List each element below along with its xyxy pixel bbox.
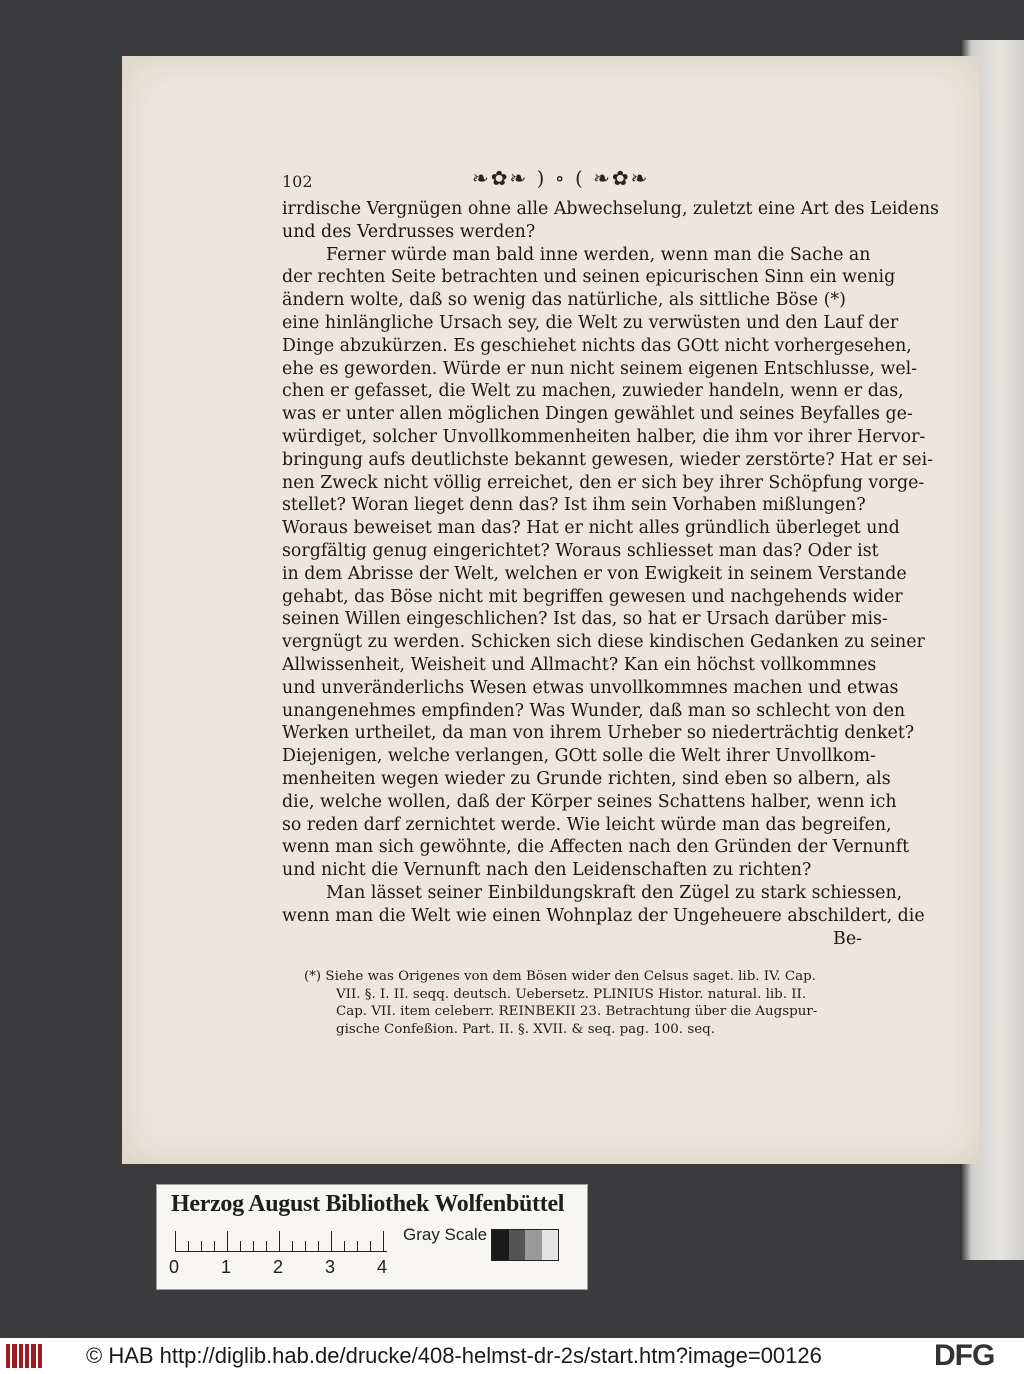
page-content: [282, 160, 982, 950]
dfg-logo: DFG: [934, 1339, 995, 1372]
text-line: ändern wolte, daß so wenig das natürliche, als sittliche Böse (*): [282, 290, 846, 311]
text-line: Dinge abzukürzen. Es geschiehet nichts das GOtt nicht vorhergesehen,: [282, 335, 912, 356]
ruler-numbers: [167, 1257, 407, 1281]
text-line: Man lässet seiner Einbildungskraft den Zügel zu stark schiessen,: [326, 882, 903, 903]
ruler-tick: [227, 1231, 228, 1251]
library-name: Herzog August Bibliothek Wolfenbüttel: [171, 1191, 565, 1217]
body-text: [282, 198, 939, 928]
catchword: Be-: [833, 928, 862, 949]
footnote-line: Cap. VII. item celeberr. REINBEKII 23. Betrachtung über die Augspur-: [336, 1004, 818, 1019]
text-line: Ferner würde man bald inne werden, wenn man die Sache an: [326, 244, 871, 265]
ruler-tick: [266, 1241, 267, 1251]
text-line: in dem Abrisse der Welt, welchen er von Ewigkeit in seinem Verstande: [282, 563, 907, 584]
text-line: stellet? Woran lieget denn das? Ist ihm sein Vorhaben mißlungen?: [282, 495, 866, 516]
ruler-tick: [253, 1241, 254, 1251]
ruler-number: 2: [273, 1257, 284, 1277]
text-line: Allwissenheit, Weisheit und Allmacht? Kan ein höchst vollkommnes: [282, 654, 877, 675]
header-ornament: ❧✿❧ ) ∘ ( ❧✿❧: [472, 166, 650, 190]
text-line: wenn man die Welt wie einen Wohnplaz der Ungeheuere abschildert, die: [282, 905, 925, 926]
footnote-line: VII. §. I. II. seqq. deutsch. Uebersetz. PLINIUS Histor. natural. lib. II.: [336, 986, 807, 1002]
text-line: unangenehmes empfinden? Was Wunder, daß man so schlecht von den: [282, 700, 906, 721]
text-line: und unveränderlichs Wesen etwas unvollkommnes machen und etwas: [282, 677, 899, 698]
text-line: seinen Willen eingeschlichen? Ist das, so hat er Ursach darüber mis-: [282, 609, 888, 630]
page-number: 102: [282, 172, 313, 191]
footer-bar: [0, 1338, 1024, 1374]
ruler-tick: [357, 1241, 358, 1251]
gray-scale-swatches: [491, 1229, 559, 1261]
footnote-line: (*) Siehe was Origenes von dem Bösen wider den Celsus saget. lib. IV. Cap.: [304, 969, 816, 984]
ruler-tick: [188, 1241, 189, 1251]
text-line: gehabt, das Böse nicht mit begriffen gewesen und nachgehends wider: [282, 586, 903, 607]
ruler-tick: [383, 1231, 384, 1251]
text-line: bringung aufs deutlichste bekannt gewesen, wieder zerstörte? Hat er sei-: [282, 449, 934, 470]
copyright-url[interactable]: © HAB http://diglib.hab.de/drucke/408-helmst-dr-2s/start.htm?image=00126: [86, 1343, 822, 1368]
text-line: wenn man sich gewöhnte, die Affecten nach den Gründen der Vernunft: [282, 837, 910, 858]
ruler-tick: [344, 1241, 345, 1251]
text-line: und nicht die Vernunft nach den Leidenschaften zu richten?: [282, 860, 812, 881]
ruler-tick: [331, 1231, 332, 1251]
ruler-tick: [201, 1241, 202, 1251]
gray-swatch: [492, 1230, 509, 1260]
text-line: eine hinlängliche Ursach sey, die Welt zu verwüsten und den Lauf der: [282, 312, 899, 333]
text-line: Werken urtheilet, da man von ihrem Urheber so niederträchtig denket?: [282, 723, 915, 744]
ruler-tick: [214, 1241, 215, 1251]
text-line: Diejenigen, welche verlangen, GOtt solle die Welt ihrer Unvollkom-: [282, 746, 876, 767]
text-line: würdiget, solcher Unvollkommenheiten halber, die ihm vor ihrer Hervor-: [282, 426, 926, 447]
text-line: nen Zweck nicht völlig erreichet, den er sich bey ihrer Schöpfung vorge-: [282, 472, 925, 493]
gray-swatch: [525, 1230, 542, 1260]
text-line: vergnügt zu werden. Schicken sich diese kindischen Gedanken zu seiner: [282, 632, 925, 653]
ruler-tick: [279, 1231, 280, 1251]
text-line: irrdische Vergnügen ohne alle Abwechselung, zuletzt eine Art des Leidens: [282, 199, 939, 219]
footnote: [304, 968, 864, 1038]
book-page: [122, 56, 980, 1164]
ruler-number: 0: [169, 1257, 180, 1277]
ruler-tick: [370, 1241, 371, 1251]
text-line: sorgfältig genug eingerichtet? Woraus schliesset man das? Oder ist: [282, 540, 879, 561]
gray-scale-label: Gray Scale: [403, 1225, 488, 1244]
ruler-number: 1: [221, 1257, 232, 1277]
hab-logo-icon: [6, 1344, 42, 1368]
scale-ruler: [175, 1229, 387, 1252]
ruler-tick: [175, 1231, 176, 1251]
text-line: was er unter allen möglichen Dingen gewählet und seines Beyfalles ge-: [282, 404, 913, 425]
text-line: so reden darf zernichtet werde. Wie leicht würde man das begreifen,: [282, 814, 892, 835]
gray-swatch: [509, 1230, 526, 1260]
text-line: und des Verdrusses werden?: [282, 221, 536, 242]
text-line: chen er gefasset, die Welt zu machen, zuwieder handeln, wenn er das,: [282, 381, 904, 402]
running-head: [282, 160, 982, 196]
text-line: der rechten Seite betrachten und seinen epicurischen Sinn ein wenig: [282, 267, 896, 288]
ruler-tick: [240, 1241, 241, 1251]
color-reference-bar: [156, 1184, 588, 1290]
gray-swatch: [542, 1230, 559, 1260]
ruler-tick: [292, 1241, 293, 1251]
footnote-line: gische Confeßion. Part. II. §. XVII. & seq. pag. 100. seq.: [336, 1021, 715, 1037]
text-line: Woraus beweiset man das? Hat er nicht alles gründlich überleget und: [282, 518, 900, 539]
text-line: ehe es geworden. Würde er nun nicht seinem eigenen Entschlusse, wel-: [282, 358, 918, 379]
ruler-number: 4: [377, 1257, 388, 1277]
text-line: menheiten wegen wieder zu Grunde richten, sind eben so albern, als: [282, 768, 891, 789]
text-line: die, welche wollen, daß der Körper seines Schattens halber, wenn ich: [282, 791, 897, 812]
ruler-tick: [318, 1241, 319, 1251]
ruler-tick: [305, 1241, 306, 1251]
ruler-number: 3: [325, 1257, 336, 1277]
